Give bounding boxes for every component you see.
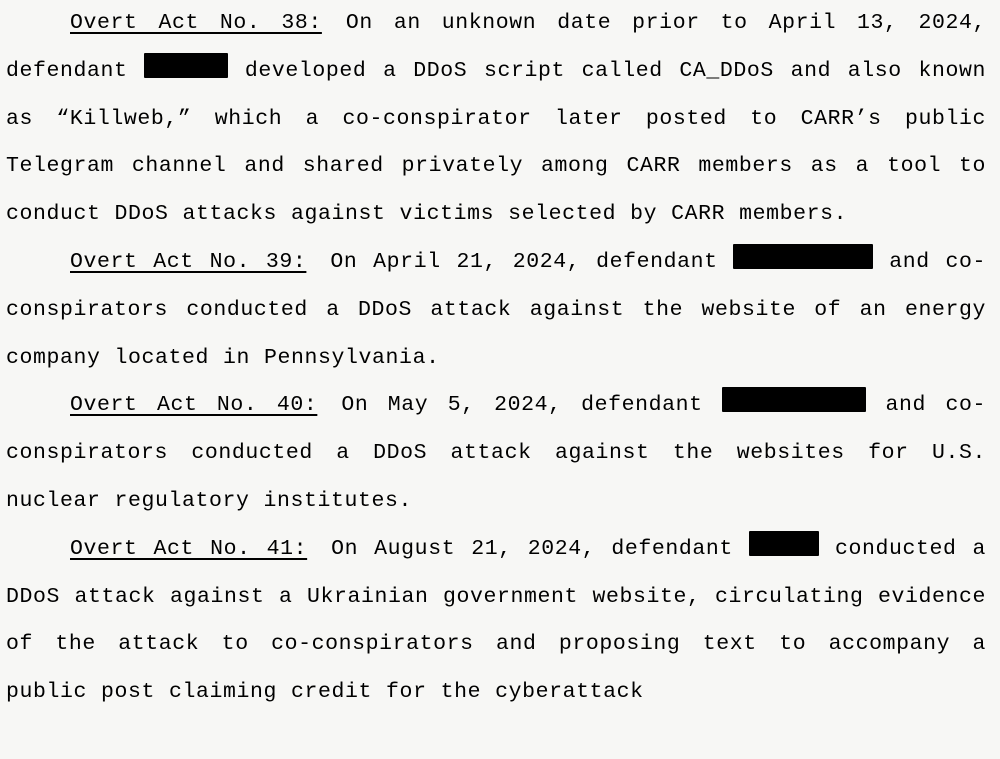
overt-act-40-label: Overt Act No. 40: [70, 393, 318, 418]
redaction-bar-41 [749, 531, 819, 556]
paragraph-overt-act-40 [6, 382, 986, 525]
overt-act-39-label: Overt Act No. 39: [70, 249, 307, 274]
overt-act-41-text-after: conducted a DDoS attack against a Ukrainian government website, circulating evidence of the attack to co-conspirators and proposing text to accompany a public post claiming credit for the cyberattack [6, 536, 986, 705]
overt-act-41-label: Overt Act No. 41: [70, 536, 308, 561]
overt-act-41-text-before: On August 21, 2024, defendant [331, 536, 733, 561]
overt-act-39-text-after: and co-conspirators conducted a DDoS attack against the website of an energy company located in Pennsylvania. [6, 249, 986, 370]
overt-act-38-text-after: developed a DDoS script called CA_DDoS and also known as “Killweb,” which a co-conspirator later posted to CARR’s public Telegram channel and shared privately among CARR members as a tool to conduct DDoS attacks against victims selected by CARR members. [6, 58, 986, 227]
overt-act-38-label: Overt Act No. 38: [70, 11, 322, 35]
paragraph-overt-act-38 [6, 0, 986, 239]
overt-act-38-text-before: On an unknown date prior to April 13, 2024, defendant [6, 11, 986, 83]
overt-act-39-text-before: On April 21, 2024, defendant [330, 249, 718, 274]
redaction-bar-40 [722, 387, 866, 412]
overt-act-40-text-after: and co-conspirators conducted a DDoS attack against the websites for U.S. nuclear regulatory institutes. [6, 393, 986, 513]
redaction-bar-39 [733, 244, 873, 269]
redaction-bar-38 [144, 53, 228, 78]
paragraph-overt-act-41 [6, 526, 986, 717]
paragraph-overt-act-39 [6, 239, 986, 382]
overt-act-40-text-before: On May 5, 2024, defendant [341, 393, 703, 418]
